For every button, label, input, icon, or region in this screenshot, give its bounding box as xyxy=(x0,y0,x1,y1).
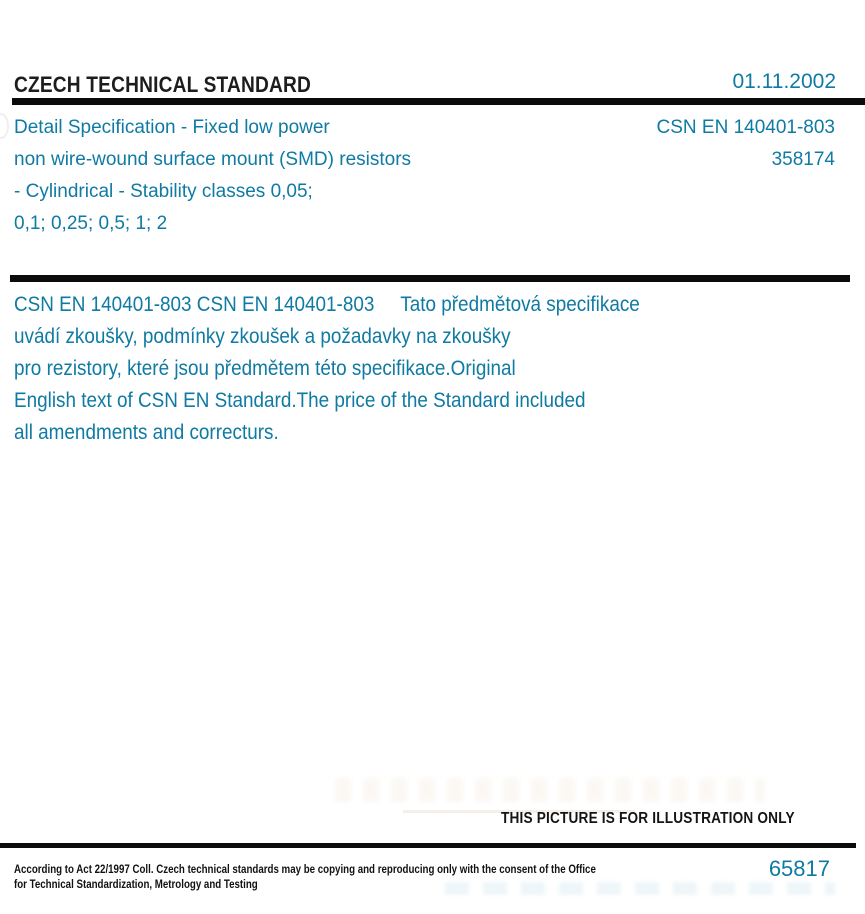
standard-title-line: - Cylindrical - Stability classes 0,05; xyxy=(14,181,313,202)
standard-title-line: non wire-wound surface mount (SMD) resistors xyxy=(14,149,412,170)
scan-artifact xyxy=(0,113,9,139)
illustration-note: THIS PICTURE IS FOR ILLUSTRATION ONLY xyxy=(501,810,795,827)
standard-title xyxy=(14,112,411,240)
bottom-rule xyxy=(0,843,856,848)
top-rule xyxy=(12,98,865,105)
standard-title-line: Detail Specification - Fixed low power xyxy=(14,117,330,138)
abstract-line: CSN EN 140401-803 CSN EN 140401-803 Tato předmětová specifikace xyxy=(14,293,640,316)
copyright-line: According to Act 22/1997 Coll. Czech technical standards may be copying and reproducing only with the consent of the Office xyxy=(14,862,596,876)
standard-title-line: 0,1; 0,25; 0,5; 1; 2 xyxy=(14,213,168,234)
standard-designation-block xyxy=(657,112,836,176)
faint-watermark xyxy=(445,882,835,895)
standard-abstract xyxy=(14,289,640,449)
abstract-line: all amendments and correcturs. xyxy=(14,421,279,444)
document-number: 65817 xyxy=(768,856,830,881)
publication-date: 01.11.2002 xyxy=(732,70,836,93)
abstract-line: pro rezistory, které jsou předmětem této specifikace.Original xyxy=(14,357,516,380)
standard-designation: CSN EN 140401-803 xyxy=(656,117,835,138)
page-title: CZECH TECHNICAL STANDARD xyxy=(14,72,311,97)
catalog-number: 358174 xyxy=(771,149,835,170)
faint-watermark xyxy=(335,778,765,802)
copyright-line: for Technical Standardization, Metrology and Testing xyxy=(14,877,258,891)
middle-rule xyxy=(10,275,850,282)
abstract-line: uvádí zkoušky, podmínky zkoušek a požadavky na zkoušky xyxy=(14,325,511,348)
abstract-line: English text of CSN EN Standard.The price of the Standard included xyxy=(14,389,586,412)
